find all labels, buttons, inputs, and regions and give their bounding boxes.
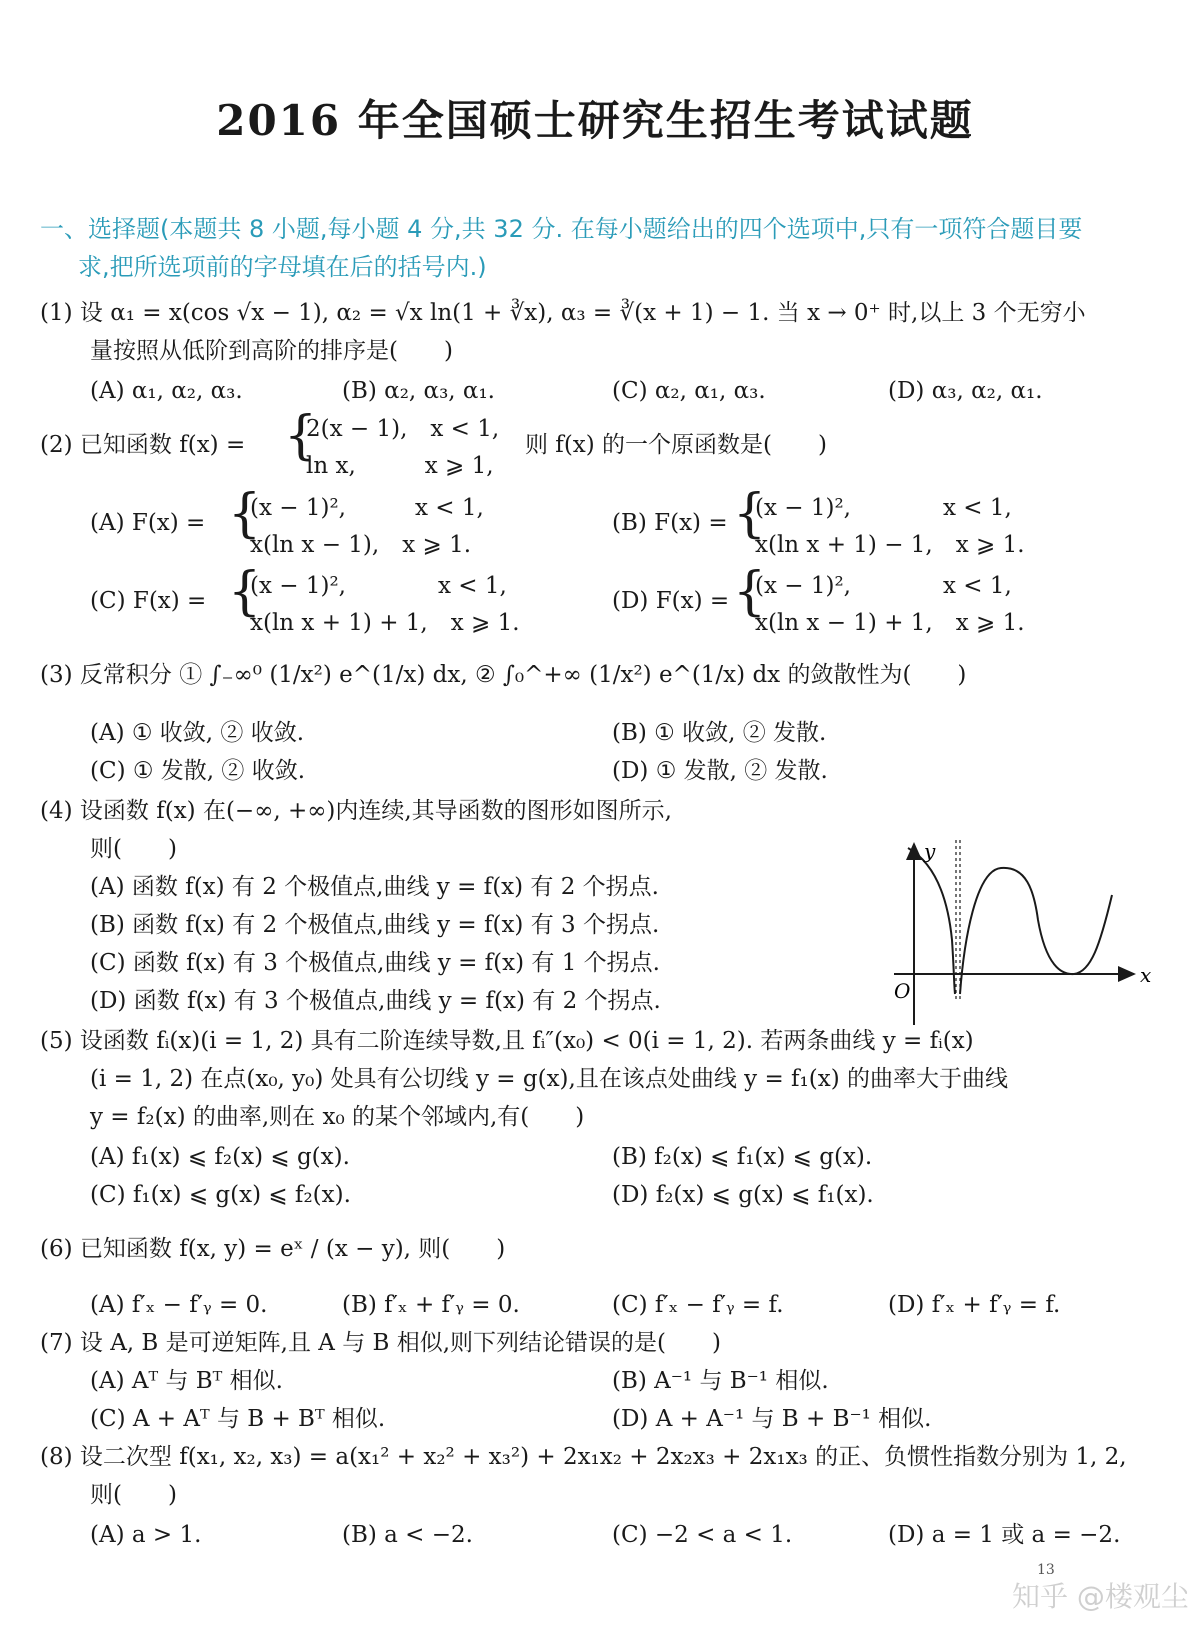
q7-option-d: (D) A + A⁻¹ 与 B + B⁻¹ 相似. <box>612 1406 932 1432</box>
y-axis-label: y <box>924 840 936 863</box>
q2-option-b-case1: (x − 1)², x < 1, <box>755 495 1012 521</box>
q4-option-d: (D) 函数 f(x) 有 3 个极值点,曲线 y = f(x) 有 2 个拐点. <box>90 988 661 1014</box>
origin-label: O <box>894 979 911 1003</box>
section-heading-line2: 求,把所选项前的字母填在后的括号内.) <box>78 253 487 281</box>
q8-stem-line2: 则( ) <box>90 1482 177 1508</box>
q2-case1: 2(x − 1), x < 1, <box>306 416 500 442</box>
q5-stem-line3: y = f₂(x) 的曲率,则在 x₀ 的某个邻域内,有( ) <box>90 1104 585 1130</box>
q4-derivative-graph <box>886 840 1166 1050</box>
q6-option-d: (D) f′ₓ + f′ᵧ = f. <box>888 1292 1061 1318</box>
q3-stem: (3) 反常积分 ① ∫₋∞⁰ (1/x²) e^(1/x) dx, ② ∫₀^+∞ (1/x²) e^(1/x) dx 的敛散性为( ) <box>40 662 967 688</box>
q2-option-d-case2: x(ln x − 1) + 1, x ⩾ 1. <box>755 610 1025 636</box>
q2-stem-pre: (2) 已知函数 f(x) = <box>40 432 246 458</box>
q1-option-a: (A) α₁, α₂, α₃. <box>90 378 243 404</box>
q6-option-b: (B) f′ₓ + f′ᵧ = 0. <box>342 1292 520 1318</box>
q4-stem-line1: (4) 设函数 f(x) 在(−∞, +∞)内连续,其导函数的图形如图所示, <box>40 798 672 824</box>
page-title: 2016 年全国硕士研究生招生考试试题 <box>216 96 974 145</box>
q2-case2: ln x, x ⩾ 1, <box>306 453 494 479</box>
q4-option-c: (C) 函数 f(x) 有 3 个极值点,曲线 y = f(x) 有 1 个拐点. <box>90 950 660 976</box>
q1-option-b: (B) α₂, α₃, α₁. <box>342 378 495 404</box>
derivative-curve-right <box>960 868 1112 994</box>
x-axis-label: x <box>1140 963 1152 987</box>
q8-option-d: (D) a = 1 或 a = −2. <box>888 1522 1121 1548</box>
q8-option-a: (A) a > 1. <box>90 1522 202 1548</box>
q2-option-a-case1: (x − 1)², x < 1, <box>250 495 484 521</box>
q1-stem-line1: (1) 设 α₁ = x(cos √x − 1), α₂ = √x ln(1 + ∛x), α₃ = ∛(x + 1) − 1. 当 x → 0⁺ 时,以上 3 个无穷小 <box>40 300 1086 326</box>
derivative-curve-left <box>908 848 955 994</box>
q5-option-c: (C) f₁(x) ⩽ g(x) ⩽ f₂(x). <box>90 1182 351 1208</box>
q2-option-c-label: (C) F(x) = <box>90 588 207 614</box>
page-number: 13 <box>1037 1562 1055 1578</box>
q7-option-c: (C) A + Aᵀ 与 B + Bᵀ 相似. <box>90 1406 386 1432</box>
q5-option-d: (D) f₂(x) ⩽ g(x) ⩽ f₁(x). <box>612 1182 874 1208</box>
q4-stem-line2: 则( ) <box>90 836 177 862</box>
q5-option-b: (B) f₂(x) ⩽ f₁(x) ⩽ g(x). <box>612 1144 873 1170</box>
q2-option-b-brace: { <box>733 484 767 544</box>
q1-option-c: (C) α₂, α₁, α₃. <box>612 378 766 404</box>
q5-stem-line2: (i = 1, 2) 在点(x₀, y₀) 处具有公切线 y = g(x),且在该点处曲线 y = f₁(x) 的曲率大于曲线 <box>90 1066 1008 1092</box>
q3-option-a: (A) ① 收敛, ② 收敛. <box>90 720 305 746</box>
q2-option-a-case2: x(ln x − 1), x ⩾ 1. <box>250 532 472 558</box>
q5-stem-line1: (5) 设函数 fᵢ(x)(i = 1, 2) 具有二阶连续导数,且 fᵢ″(x₀) < 0(i = 1, 2). 若两条曲线 y = fᵢ(x) <box>40 1028 974 1054</box>
q2-brace: { <box>284 406 318 466</box>
q2-option-c-case2: x(ln x + 1) + 1, x ⩾ 1. <box>250 610 520 636</box>
q3-option-d: (D) ① 发散, ② 发散. <box>612 758 828 784</box>
q2-option-c-brace: { <box>228 562 262 622</box>
q2-stem-post: 则 f(x) 的一个原函数是( ) <box>525 432 827 458</box>
q3-option-c: (C) ① 发散, ② 收敛. <box>90 758 306 784</box>
section-heading-line1: 一、选择题(本题共 8 小题,每小题 4 分,共 32 分. 在每小题给出的四个选项中,只有一项符合题目要 <box>40 215 1083 243</box>
q8-stem-line1: (8) 设二次型 f(x₁, x₂, x₃) = a(x₁² + x₂² + x₃²) + 2x₁x₂ + 2x₂x₃ + 2x₁x₃ 的正、负惯性指数分别为 1, 2, <box>40 1444 1127 1470</box>
q7-option-a: (A) Aᵀ 与 Bᵀ 相似. <box>90 1368 283 1394</box>
q2-option-b-case2: x(ln x + 1) − 1, x ⩾ 1. <box>755 532 1025 558</box>
q2-option-c-case1: (x − 1)², x < 1, <box>250 573 507 599</box>
q8-option-c: (C) −2 < a < 1. <box>612 1522 793 1548</box>
q3-option-b: (B) ① 收敛, ② 发散. <box>612 720 827 746</box>
q2-option-d-label: (D) F(x) = <box>612 588 730 614</box>
q2-option-a-brace: { <box>228 484 262 544</box>
watermark: 知乎 @楼观尘 <box>1012 1580 1189 1613</box>
q7-option-b: (B) A⁻¹ 与 B⁻¹ 相似. <box>612 1368 829 1394</box>
q1-stem-line2: 量按照从低阶到高阶的排序是( ) <box>90 338 453 364</box>
q7-stem: (7) 设 A, B 是可逆矩阵,且 A 与 B 相似,则下列结论错误的是( ) <box>40 1330 721 1356</box>
q5-option-a: (A) f₁(x) ⩽ f₂(x) ⩽ g(x). <box>90 1144 350 1170</box>
q2-option-a-label: (A) F(x) = <box>90 510 206 536</box>
q6-stem: (6) 已知函数 f(x, y) = eˣ / (x − y), 则( ) <box>40 1236 506 1262</box>
q1-option-d: (D) α₃, α₂, α₁. <box>888 378 1043 404</box>
q2-option-d-brace: { <box>733 562 767 622</box>
q6-option-a: (A) f′ₓ − f′ᵧ = 0. <box>90 1292 268 1318</box>
q8-option-b: (B) a < −2. <box>342 1522 473 1548</box>
q2-option-b-label: (B) F(x) = <box>612 510 728 536</box>
q6-option-c: (C) f′ₓ − f′ᵧ = f. <box>612 1292 784 1318</box>
q2-option-d-case1: (x − 1)², x < 1, <box>755 573 1012 599</box>
q4-option-a: (A) 函数 f(x) 有 2 个极值点,曲线 y = f(x) 有 2 个拐点. <box>90 874 659 900</box>
q4-option-b: (B) 函数 f(x) 有 2 个极值点,曲线 y = f(x) 有 3 个拐点. <box>90 912 660 938</box>
